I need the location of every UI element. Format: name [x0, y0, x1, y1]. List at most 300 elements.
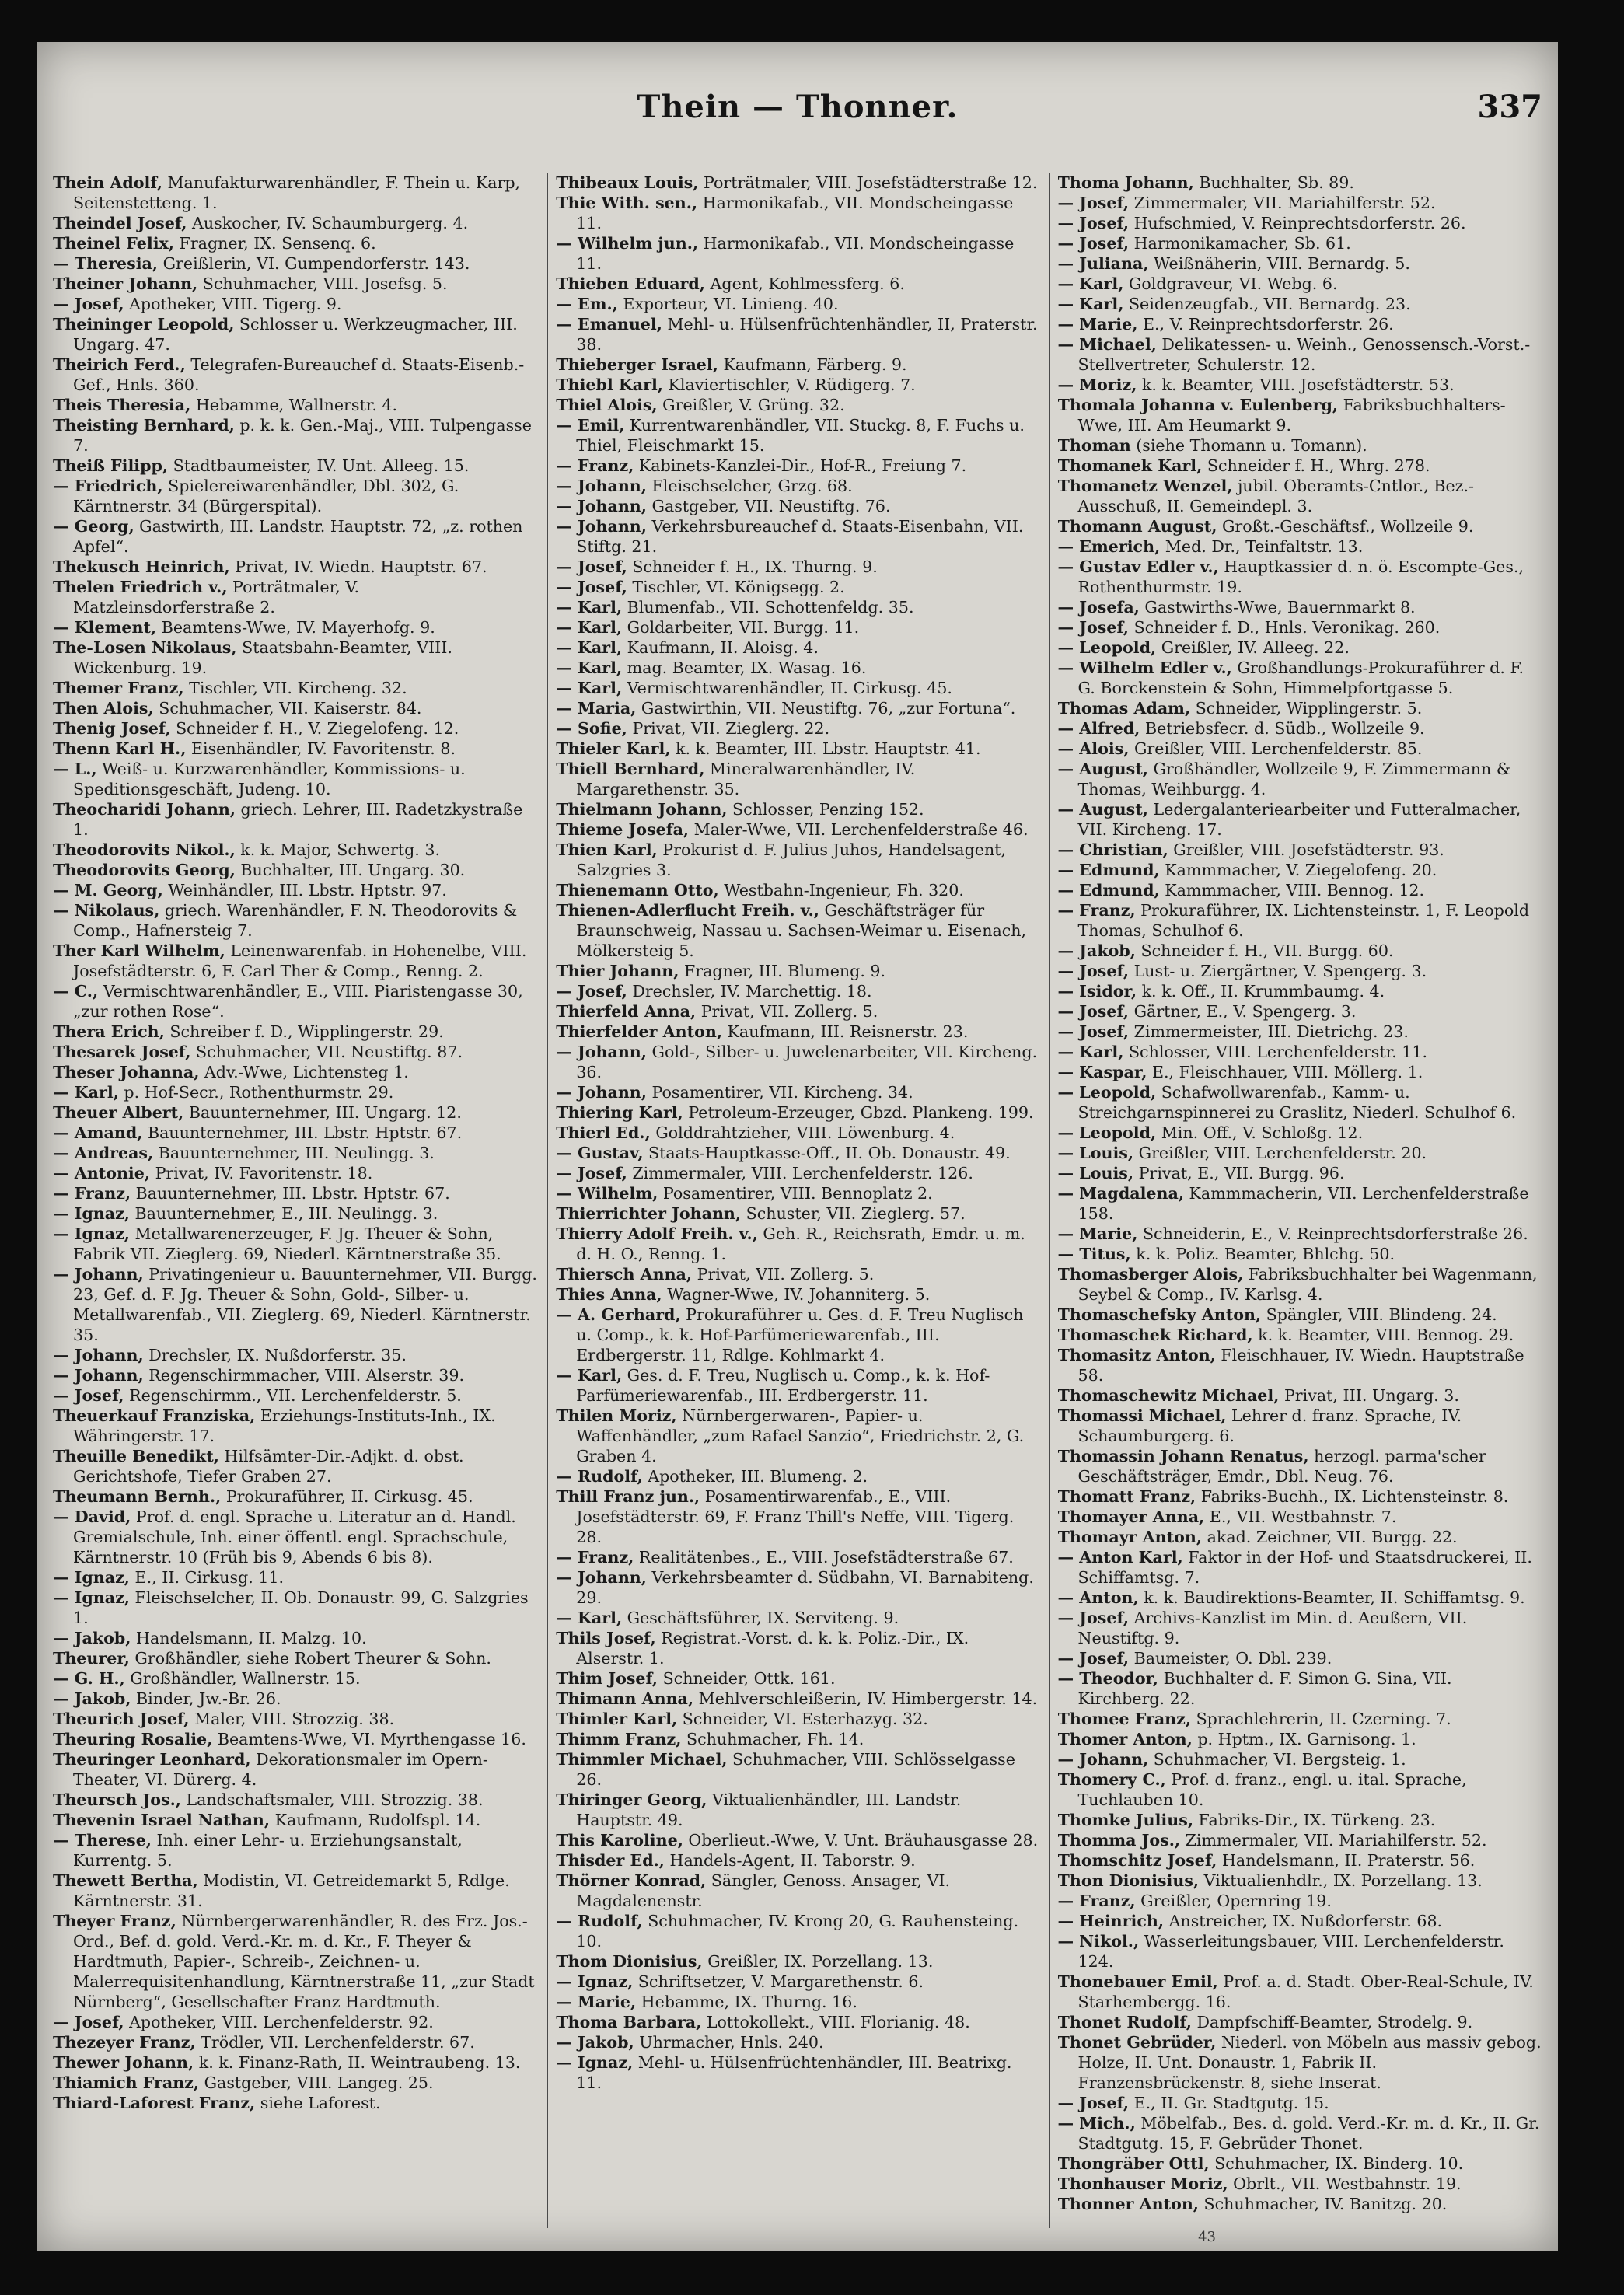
directory-entry	[556, 1264, 1040, 1284]
directory-entry	[1058, 880, 1542, 900]
entry-name: Thomayer Anna,	[1057, 1507, 1205, 1526]
entry-name: Thoma Johann,	[1057, 173, 1194, 192]
directory-entry	[1058, 253, 1542, 274]
entry-name: Theiß Filipp,	[53, 456, 169, 475]
entry-details: Bauunternehmer, III. Lbstr. Hptstr. 67.	[147, 1123, 463, 1142]
entry-details: Goldarbeiter, VII. Burgg. 11.	[627, 618, 860, 637]
directory-entry	[1058, 698, 1542, 718]
directory-entry	[53, 1163, 539, 1183]
entry-details: Verkehrsbeamter d. Südbahn, VI. Barnabiteng. 29.	[576, 1568, 1034, 1607]
entry-name: — Karl,	[1057, 274, 1124, 293]
directory-entry	[53, 213, 539, 233]
entry-details: Schuhmacher, VII. Neustiftg. 87.	[196, 1043, 463, 1061]
entry-details: Archivs-Kanzlist im Min. d. Aeußern, VII. Neustiftg. 9.	[1077, 1609, 1468, 1647]
entry-name: — Ignaz,	[53, 1224, 130, 1243]
entry-name: — Johann,	[556, 497, 647, 515]
entry-details: Gastgeber, VII. Neustiftg. 76.	[651, 497, 891, 515]
entry-name: — Georg,	[53, 517, 134, 536]
column-middle	[547, 173, 1048, 2228]
entry-name: Thomee Franz,	[1057, 1710, 1192, 1728]
entry-details: Kaufmann, Rudolfspl. 14.	[274, 1811, 481, 1829]
entry-details: Prokuraführer, IX. Lichtensteinstr. 1, F. Leopold Thomas, Schulhof 6.	[1077, 901, 1530, 940]
directory-entry	[53, 880, 539, 900]
entry-details: Weiß- u. Kurzwarenhändler, Kommissions- u. Speditionsgeschäft, Judeng. 10.	[73, 760, 466, 798]
directory-entry	[53, 2093, 539, 2113]
entry-details: Porträtmaler, VIII. Josefstädterstraße 12.	[703, 173, 1038, 192]
running-title: Thein — Thonner.	[637, 89, 959, 125]
directory-entry	[556, 516, 1040, 557]
directory-entry	[1058, 1224, 1542, 1244]
entry-details: k. k. Major, Schwertg. 3.	[240, 840, 441, 859]
entry-details: k. k. Beamter, VIII. Bennog. 29.	[1258, 1326, 1514, 1344]
entry-name: — Nikolaus,	[53, 901, 160, 920]
directory-entry	[556, 1749, 1040, 1790]
entry-name: Thesarek Josef,	[53, 1043, 191, 1061]
entry-details: Hilfsämter-Dir.-Adjkt. d. obst. Gerichtshofe, Tiefer Graben 27.	[73, 1447, 464, 1486]
directory-entry	[53, 638, 539, 678]
entry-name: — Karl,	[1057, 295, 1124, 313]
entry-details: Gold-, Silber- u. Juwelenarbeiter, VII. Kircheng. 36.	[576, 1043, 1038, 1081]
directory-entry	[556, 759, 1040, 799]
entry-details: Weinhändler, III. Lbstr. Hptstr. 97.	[168, 881, 447, 899]
directory-entry	[556, 799, 1040, 819]
entry-details: Bauunternehmer, III. Lbstr. Hptstr. 67.	[135, 1184, 450, 1203]
directory-entry	[1058, 173, 1542, 193]
entry-details: Staatsbahn-Beamter, VIII. Wickenburg. 19.	[73, 638, 452, 677]
entry-details: Großhändler, Wallnerstr. 15.	[130, 1669, 361, 1688]
entry-details: Ges. d. F. Treu, Nuglisch u. Comp., k. k. Hof-Parfümeriewarenfab., III. Erdbergerstr. 11.	[576, 1366, 990, 1405]
entry-name: — Josef,	[556, 982, 627, 1001]
entry-details: mag. Beamter, IX. Wasag. 16.	[627, 658, 867, 677]
directory-entry	[53, 1911, 539, 2012]
entry-details: p. k. k. Gen.-Maj., VIII. Tulpengasse 7.	[73, 416, 532, 455]
entry-name: — Alfred,	[1057, 719, 1140, 738]
directory-entry	[1058, 233, 1542, 253]
entry-name: Thomery C.,	[1057, 1770, 1166, 1789]
entry-name: Thomaschefsky Anton,	[1057, 1305, 1262, 1324]
entry-details: Nürnbergerwaren-, Papier- u. Waffenhändler, „zum Rafael Sanzio“, Friedrichstr. 2, G. Graben 4.	[576, 1406, 1025, 1465]
entry-details: Schneiderin, E., V. Reinprechtsdorferstraße 26.	[1142, 1224, 1528, 1243]
entry-details: Hufschmied, V. Reinprechtsdorferstr. 26.	[1133, 214, 1466, 232]
entry-details: Spängler, VIII. Blindeng. 24.	[1266, 1305, 1497, 1324]
entry-details: Uhrmacher, Hnls. 240.	[639, 2033, 824, 2052]
entry-details: Vermischtwarenhändler, E., VIII. Piaristengasse 30, „zur rothen Rose“.	[73, 982, 523, 1021]
entry-details: Greißler, VIII. Lerchenfelderstr. 20.	[1138, 1144, 1427, 1162]
directory-entry	[53, 799, 539, 840]
directory-entry	[556, 1183, 1040, 1203]
entry-name: Theiner Johann,	[53, 274, 198, 293]
entry-details: k. k. Baudirektions-Beamter, II. Schiffamtsg. 9.	[1144, 1588, 1525, 1607]
entry-details: Geh. R., Reichsrath, Emdr. u. m. d. H. O., Renng. 1.	[576, 1224, 1025, 1263]
entry-details: Prof. d. engl. Sprache u. Literatur an d. Handl. Gremialschule, Inh. einer öffentl. engl. Sprachschule, Kärntnerstr. 10 (Früh bis 9, Abends 6 bis 8).	[73, 1507, 516, 1567]
entry-details: Greißler, V. Grüng. 32.	[662, 396, 845, 414]
entry-details: Nürnbergerwarenhändler, R. des Frz. Jos.-Ord., Bef. d. gold. Verd.-Kr. m. d. Kr., F. Theyer & Hardtmuth, Papier-, Schreib-, Zeichnen- u. Malerrequisitenhandlung, Kärntnerstraße 11, „zur Stadt Nürnberg“, Gesellschafter Franz Hardtmuth.	[73, 1912, 535, 2011]
entry-details: Privatingenieur u. Bauunternehmer, VII. Burgg. 23, Gef. d. F. Jg. Theuer & Sohn, Gold-, Silber- u. Metallwarenfab., VII. Zieglerg. 69, Niederl. Kärntnerstr. 35.	[73, 1265, 537, 1344]
entry-details: Schlosser u. Werkzeugmacher, III. Ungarg. 47.	[73, 315, 518, 354]
entry-details: Sprachlehrerin, II. Czerning. 7.	[1196, 1710, 1451, 1728]
entry-name: Thils Josef,	[556, 1629, 656, 1647]
directory-entry	[556, 1365, 1040, 1406]
entry-name: Theurer,	[53, 1649, 130, 1668]
entry-name: — Kaspar,	[1057, 1063, 1147, 1081]
directory-entry	[556, 617, 1040, 638]
entry-name: The-Losen Nikolaus,	[53, 638, 237, 657]
entry-details: Hebamme, Wallnerstr. 4.	[195, 396, 398, 414]
entry-details: Großhändler, siehe Robert Theurer & Sohn.	[134, 1649, 491, 1668]
directory-entry	[1058, 536, 1542, 557]
directory-entry	[1058, 900, 1542, 941]
directory-entry	[53, 1709, 539, 1729]
entry-name: — Moriz,	[1057, 376, 1137, 394]
directory-entry	[1058, 2154, 1542, 2174]
entry-details: Prof. d. franz., engl. u. ital. Sprache, Tuchlauben 10.	[1077, 1770, 1467, 1809]
entry-details: Schreiber f. D., Wipplingerstr. 29.	[169, 1022, 444, 1041]
directory-entry	[556, 1567, 1040, 1608]
directory-entry	[556, 1466, 1040, 1486]
directory-entry	[1058, 1345, 1542, 1385]
directory-entry	[556, 1224, 1040, 1264]
directory-entry	[556, 1203, 1040, 1224]
entry-details: Westbahn-Ingenieur, Fh. 320.	[724, 881, 964, 899]
entry-name: Then Alois,	[53, 699, 154, 718]
directory-entry	[53, 1203, 539, 1224]
directory-entry	[1058, 2113, 1542, 2154]
entry-details: k. k. Beamter, III. Lbstr. Hauptstr. 41.	[676, 739, 981, 758]
entry-details: Viktualienhändler, III. Landstr. Hauptstr. 49.	[576, 1790, 962, 1829]
entry-name: — Marie,	[556, 1993, 637, 2011]
directory-entry	[556, 1305, 1040, 1365]
entry-name: — Rudolf,	[556, 1912, 643, 1930]
directory-entry	[556, 415, 1040, 456]
directory-entry	[556, 1163, 1040, 1183]
directory-entry	[1058, 334, 1542, 375]
entry-name: — Ignaz,	[53, 1568, 130, 1587]
entry-name: Theurich Josef,	[53, 1710, 190, 1728]
entry-details: Agent, Kohlmessferg. 6.	[710, 274, 905, 293]
entry-name: — Mich.,	[1057, 2114, 1136, 2133]
entry-details: Med. Dr., Teinfaltstr. 13.	[1165, 537, 1364, 556]
entry-details: Min. Off., V. Schloßg. 12.	[1161, 1123, 1364, 1142]
entry-details: jubil. Oberamts-Cntlor., Bez.-Ausschuß, II. Gemeindepl. 3.	[1077, 477, 1474, 515]
directory-entry	[1058, 1547, 1542, 1588]
entry-details: Kaufmann, II. Aloisg. 4.	[627, 638, 819, 657]
directory-entry	[1058, 638, 1542, 658]
directory-entry	[1058, 1527, 1542, 1547]
entry-name: — Leopold,	[1057, 638, 1157, 657]
entry-details: Schneider f. D., Hnls. Veronikag. 260.	[1133, 618, 1441, 637]
directory-entry	[1058, 1325, 1542, 1345]
entry-details: Schneider, VI. Esterhazyg. 32.	[682, 1710, 928, 1728]
directory-entry	[1058, 557, 1542, 597]
entry-details: Schneider f. H., Whrg. 278.	[1207, 456, 1430, 475]
directory-entry	[556, 274, 1040, 294]
entry-details: Realitätenbes., E., VIII. Josefstädterstraße 67.	[638, 1548, 1014, 1567]
entry-details: Schneider f. H., V. Ziegelofeng. 12.	[176, 719, 459, 738]
directory-entry	[1058, 193, 1542, 213]
entry-details: Regenschirmmacher, VIII. Alserstr. 39.	[148, 1366, 465, 1385]
entry-details: Handelsmann, II. Praterstr. 56.	[1221, 1851, 1476, 1870]
directory-entry	[556, 1042, 1040, 1082]
entry-details: Mehl- u. Hülsenfrüchtenhändler, III. Beatrixg. 11.	[576, 2053, 1012, 2092]
entry-name: Thiering Karl,	[556, 1103, 683, 1122]
entry-details: Anstreicher, IX. Nußdorferstr. 68.	[1168, 1912, 1443, 1930]
entry-name: Thomassin Johann Renatus,	[1057, 1447, 1309, 1465]
entry-details: Telegrafen-Bureauchef d. Staats-Eisenb.-Gef., Hnls. 360.	[73, 355, 525, 394]
directory-entry	[53, 415, 539, 456]
directory-entry	[1058, 314, 1542, 334]
entry-details: Kaufmann, III. Reisnerstr. 23.	[727, 1022, 969, 1041]
directory-entry	[556, 1123, 1040, 1143]
directory-entry	[1058, 375, 1542, 395]
entry-name: — Edmund,	[1057, 861, 1160, 879]
entry-name: Thewett Bertha,	[53, 1871, 198, 1890]
entry-details: Tischler, VI. Königsegg. 2.	[632, 578, 845, 596]
directory-entry	[556, 314, 1040, 355]
entry-name: Thenn Karl H.,	[53, 739, 187, 758]
entry-name: Thill Franz jun.,	[556, 1487, 700, 1506]
entry-name: Thieben Eduard,	[556, 274, 705, 293]
directory-entry	[556, 1628, 1040, 1668]
entry-name: — Ignaz,	[53, 1588, 130, 1607]
entry-name: Thomer Anton,	[1057, 1730, 1193, 1748]
entry-name: — Josef,	[556, 578, 627, 596]
entry-details: Möbelfab., Bes. d. gold. Verd.-Kr. m. d. Kr., II. Gr. Stadtgutg. 15, F. Gebrüder Thonet.	[1077, 2114, 1540, 2153]
entry-name: Theinel Felix,	[53, 234, 174, 253]
entry-details: E., VII. Westbahnstr. 7.	[1209, 1507, 1397, 1526]
directory-entry	[53, 840, 539, 860]
entry-name: — Karl,	[556, 638, 623, 657]
entry-name: — Josef,	[556, 1164, 627, 1182]
entry-details: Apotheker, VIII. Tigerg. 9.	[129, 295, 342, 313]
directory-entry	[556, 294, 1040, 314]
directory-entry	[1058, 981, 1542, 1001]
entry-name: Thisder Ed.,	[556, 1851, 665, 1870]
entry-details: Großt.-Geschäftsf., Wollzeile 9.	[1221, 517, 1474, 536]
entry-details: Klaviertischler, V. Rüdigerg. 7.	[668, 376, 916, 394]
entry-name: Thongräber Ottl,	[1057, 2154, 1210, 2173]
entry-name: — Ignaz,	[556, 2053, 634, 2072]
entry-name: — Josef,	[1057, 1609, 1130, 1627]
entry-name: Thiard-Laforest Franz,	[53, 2094, 256, 2112]
directory-entry	[53, 1183, 539, 1203]
directory-entry	[53, 1749, 539, 1790]
entry-name: — Josef,	[1057, 194, 1130, 212]
entry-details: Tischler, VII. Kircheng. 32.	[189, 679, 407, 697]
entry-details: Inh. einer Lehr- u. Erziehungsanstalt, Kurrentg. 5.	[73, 1831, 463, 1870]
directory-entry	[556, 1284, 1040, 1305]
directory-entry	[53, 355, 539, 395]
entry-name: Thierl Ed.,	[556, 1123, 651, 1142]
entry-name: Thomanetz Wenzel,	[1057, 477, 1233, 495]
entry-details: k. k. Poliz. Beamter, Bhlchg. 50.	[1136, 1245, 1395, 1263]
entry-name: — Johann,	[556, 1083, 647, 1102]
directory-entry	[1058, 2174, 1542, 2194]
entry-name: Thomann August,	[1057, 517, 1217, 536]
directory-entry	[53, 1062, 539, 1082]
directory-entry	[53, 2052, 539, 2073]
entry-details: Zimmermaler, VIII. Lerchenfelderstr. 126.	[632, 1164, 973, 1182]
entry-details: Geschäftsführer, IX. Serviteng. 9.	[627, 1609, 899, 1627]
entry-details: Fleischselcher, Grzg. 68.	[651, 477, 853, 495]
entry-name: — Franz,	[1057, 901, 1136, 920]
entry-name: Theuer Albert,	[53, 1103, 184, 1122]
entry-details: Bauunternehmer, III. Neulingg. 3.	[158, 1144, 435, 1162]
directory-entry	[556, 678, 1040, 698]
entry-details: Schuhmacher, IX. Binderg. 10.	[1214, 2154, 1464, 2173]
directory-entry	[53, 1082, 539, 1102]
directory-entry	[53, 1830, 539, 1871]
entry-details: Lehrer d. franz. Sprache, IV. Schaumburgerg. 6.	[1077, 1406, 1462, 1445]
entry-details: Kammmacher, VIII. Bennog. 12.	[1165, 881, 1425, 899]
entry-name: Ther Karl Wilhelm,	[53, 941, 225, 960]
directory-entry	[556, 355, 1040, 375]
directory-entry	[53, 1729, 539, 1749]
directory-entry	[556, 456, 1040, 476]
directory-entry	[556, 1830, 1040, 1850]
directory-entry	[556, 193, 1040, 233]
entry-details: griech. Warenhändler, F. N. Theodorovits & Comp., Hafnersteig 7.	[73, 901, 518, 940]
entry-details: Schuhmacher, IV. Krong 20, G. Rauhensteing. 10.	[576, 1912, 1019, 1951]
entry-name: Thera Erich,	[53, 1022, 165, 1041]
entry-details: Kammmacherin, VII. Lerchenfelderstraße 158.	[1077, 1184, 1529, 1223]
directory-entry	[1058, 1163, 1542, 1183]
entry-details: Baumeister, O. Dbl. 239.	[1133, 1649, 1332, 1668]
entry-name: — Karl,	[53, 1083, 119, 1102]
entry-name: Thoma Barbara,	[556, 2013, 702, 2031]
entry-name: Thonet Rudolf,	[1057, 2013, 1192, 2031]
entry-name: — Josef,	[1057, 234, 1130, 253]
directory-entry	[1058, 1769, 1542, 1810]
directory-entry	[53, 1365, 539, 1385]
directory-entry	[556, 2012, 1040, 2032]
directory-entry	[556, 1001, 1040, 1022]
entry-name: Theuerkauf Franziska,	[53, 1406, 256, 1425]
directory-entry	[1058, 1668, 1542, 1709]
entry-details: Schuhmacher, IV. Banitzg. 20.	[1203, 2195, 1448, 2213]
directory-entry	[1058, 456, 1542, 476]
directory-entry	[1058, 1123, 1542, 1143]
entry-name: Thekusch Heinrich,	[53, 557, 230, 576]
entry-name: Thim Josef,	[556, 1669, 658, 1688]
entry-name: Thieler Karl,	[556, 739, 671, 758]
entry-details: Drechsler, IV. Marchettig. 18.	[632, 982, 872, 1001]
directory-entry	[556, 840, 1040, 880]
entry-details: Maler-Wwe, VII. Lerchenfelderstraße 46.	[693, 820, 1029, 839]
directory-entry	[1058, 1264, 1542, 1305]
directory-entry	[1058, 1850, 1542, 1871]
directory-entry	[1058, 597, 1542, 617]
directory-entry	[53, 1345, 539, 1365]
entry-details: k. k. Off., II. Krummbaumg. 4.	[1141, 982, 1385, 1001]
entry-name: Thewer Johann,	[53, 2053, 194, 2072]
directory-entry	[1058, 2194, 1542, 2214]
entry-details: Dekorationsmaler im Opern-Theater, VI. Dürerg. 4.	[73, 1750, 488, 1789]
entry-details: Fleischhauer, IV. Wiedn. Hauptstraße 58.	[1077, 1346, 1524, 1385]
entry-details: k. k. Beamter, VIII. Josefstädterstr. 53.	[1141, 376, 1455, 394]
directory-entry	[1058, 1022, 1542, 1042]
directory-entry	[1058, 395, 1542, 435]
entry-name: — Karl,	[556, 1609, 623, 1627]
entry-details: Obrlt., VII. Westbahnstr. 19.	[1233, 2174, 1462, 2193]
entry-name: Thimann Anna,	[556, 1689, 694, 1708]
entry-name: Thomke Julius,	[1057, 1811, 1193, 1829]
entry-details: p. Hof-Secr., Rothenthurmstr. 29.	[124, 1083, 394, 1102]
page-number: 337	[1477, 89, 1542, 125]
directory-page	[37, 42, 1558, 2251]
directory-entry	[556, 496, 1040, 516]
entry-details: Schlosser, VIII. Lerchenfelderstr. 11.	[1128, 1043, 1428, 1061]
directory-entry	[53, 1790, 539, 1810]
directory-entry	[1058, 1385, 1542, 1406]
entry-details: Ledergalanteriearbeiter und Futteralmacher, VII. Kircheng. 17.	[1077, 800, 1521, 839]
entry-name: Thomassi Michael,	[1057, 1406, 1227, 1425]
entry-name: — Jakob,	[53, 1689, 131, 1708]
entry-details: Greißler, IV. Alleeg. 22.	[1161, 638, 1350, 657]
entry-name: Thienen-Adlerflucht Freih. v.,	[556, 901, 819, 920]
entry-details: Apotheker, III. Blumeng. 2.	[648, 1467, 868, 1486]
entry-name: — Jakob,	[556, 2033, 634, 2052]
directory-entry	[556, 1547, 1040, 1567]
entry-name: This Karoline,	[556, 1831, 683, 1850]
entry-name: — Anton Karl,	[1057, 1548, 1183, 1567]
directory-entry	[53, 739, 539, 759]
entry-details: Schuhmacher, VIII. Schlösselgasse 26.	[576, 1750, 1015, 1789]
entry-name: — Andreas,	[53, 1144, 154, 1162]
entry-name: Thiell Bernhard,	[556, 760, 705, 778]
entry-name: Thomala Johanna v. Eulenberg,	[1057, 396, 1339, 414]
entry-details: Handels-Agent, II. Taborstr. 9.	[669, 1851, 916, 1870]
directory-entry	[53, 1668, 539, 1689]
entry-name: Thiamich Franz,	[53, 2073, 200, 2092]
entry-name: — Christian,	[1057, 840, 1168, 859]
entry-details: Harmonikafab., VII. Mondscheingasse 11.	[576, 234, 1015, 273]
entry-details: Zimmermaler, VII. Mariahilferstr. 52.	[1133, 194, 1436, 212]
directory-entry	[53, 1264, 539, 1345]
entry-details: Schuhmacher, VII. Kaiserstr. 84.	[159, 699, 422, 718]
entry-name: Theisting Bernhard,	[53, 416, 235, 435]
entry-name: — Anton,	[1057, 1588, 1139, 1607]
entry-name: — Franz,	[556, 456, 634, 475]
entry-details: akad. Zeichner, VII. Burgg. 22.	[1207, 1528, 1458, 1546]
entry-name: Theyer Franz,	[53, 1912, 176, 1930]
directory-entry	[1058, 1507, 1542, 1527]
directory-entry	[1058, 658, 1542, 698]
entry-details: Auskocher, IV. Schaumburgerg. 4.	[192, 214, 469, 232]
directory-entry	[1058, 739, 1542, 759]
entry-name: — Josef,	[1057, 1649, 1130, 1668]
entry-name: — David,	[53, 1507, 131, 1526]
entry-name: Theuille Benedikt,	[53, 1447, 219, 1465]
directory-entry	[556, 698, 1040, 718]
directory-entry	[556, 1689, 1040, 1709]
directory-entry	[53, 253, 539, 274]
entry-name: Themer Franz,	[53, 679, 184, 697]
entry-name: — Franz,	[556, 1548, 634, 1567]
entry-name: Theuringer Leonhard,	[53, 1750, 251, 1769]
directory-entry	[1058, 1183, 1542, 1224]
directory-entry	[1058, 1648, 1542, 1668]
entry-name: — Josef,	[1057, 2094, 1130, 2112]
directory-entry	[1058, 1729, 1542, 1749]
entry-details: Registrat.-Vorst. d. k. k. Poliz.-Dir., IX. Alserstr. 1.	[576, 1629, 969, 1668]
directory-entry	[556, 1871, 1040, 1911]
directory-entry	[556, 1143, 1040, 1163]
entry-name: Thierfelder Anton,	[556, 1022, 722, 1041]
directory-entry	[53, 1102, 539, 1123]
directory-entry	[1058, 799, 1542, 840]
entry-details: Prokuraführer, II. Cirkusg. 45.	[225, 1487, 473, 1506]
entry-name: — Johann,	[556, 1568, 647, 1587]
